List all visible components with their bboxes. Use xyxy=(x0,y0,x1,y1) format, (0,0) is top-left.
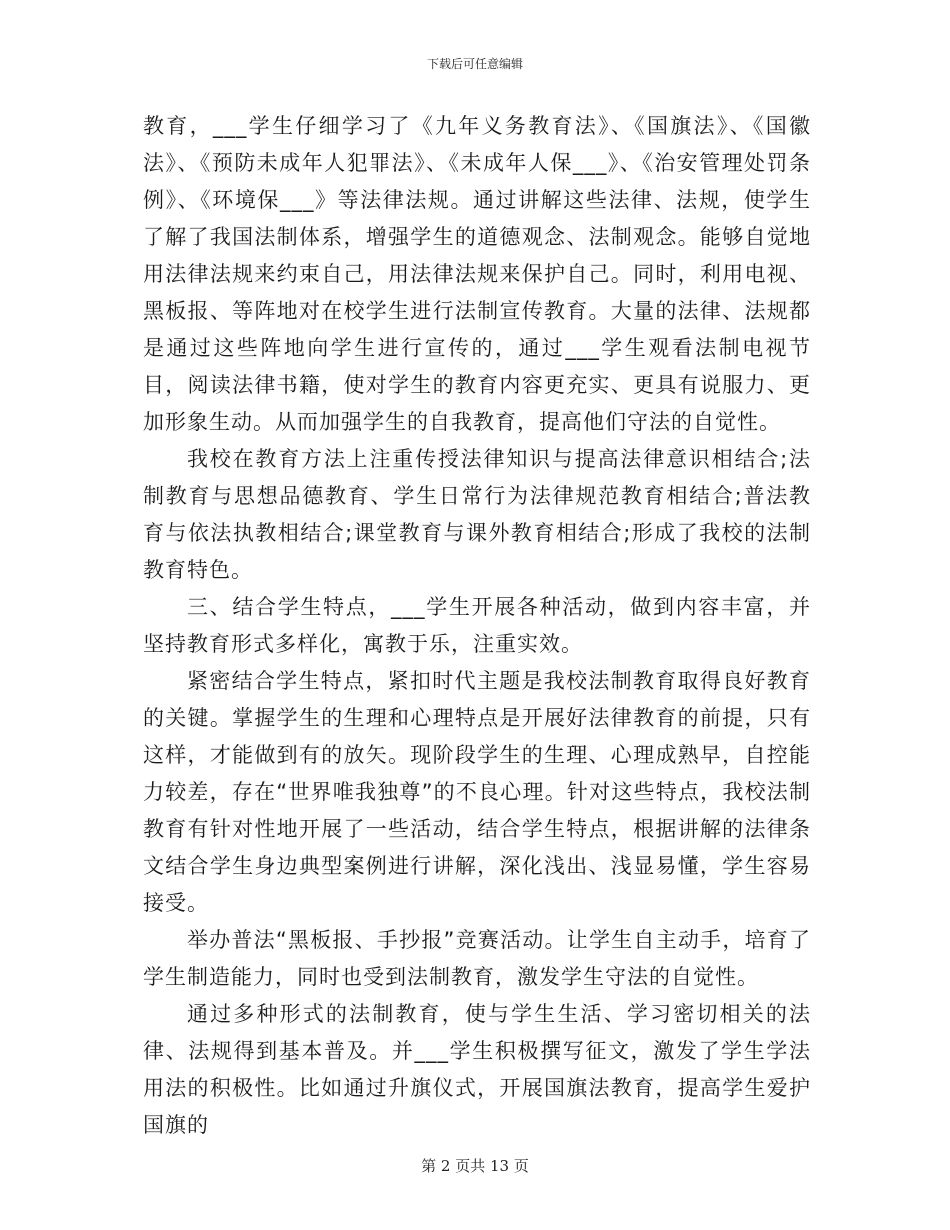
paragraph-4: 紧密结合学生特点，紧扣时代主题是我校法制教育取得良好教育的关键。掌握学生的生理和心理特点是开展好法律教育的前提，只有这样，才能做到有的放矢。现阶段学生的生理、心理成熟早，自控能力较差，存在“世界唯我独尊”的不良心理。针对这些特点，我校法制教育有针对性地开展了一些活动，结合学生特点，根据讲解的法律条文结合学生身边典型案例进行讲解，深化浅出、浅显易懂，学生容易接受。 xyxy=(143,669,811,915)
paragraph-2: 我校在教育方法上注重传授法律知识与提高法律意识相结合;法制教育与思想品德教育、学生日常行为法律规范教育相结合;普法教育与依法执教相结合;课堂教育与课外教育相结合;形成了我校的法制教育特色。 xyxy=(143,447,811,582)
paragraph-1: 教育，___学生仔细学习了《九年义务教育法》、《国旗法》、《国徽法》、《预防未成年人犯罪法》、《未成年人保___》、《治安管理处罚条例》、《环境保___》等法律法规。通过讲解这些法律、法规，使学生了解了我国法制体系，增强学生的道德观念、法制观念。能够自觉地用法律法规来约束自己，用法律法规来保护自己。同时，利用电视、黑板报、等阵地对在校学生进行法制宣传教育。大量的法律、法规都是通过这些阵地向学生进行宣传的，通过___学生观看法制电视节目，阅读法律书籍，使对学生的教育内容更充实、更具有说服力、更加形象生动。从而加强学生的自我教育，提高他们守法的自觉性。 xyxy=(143,114,811,434)
document-body xyxy=(143,108,811,1144)
paragraph-5: 举办普法“黑板报、手抄报”竞赛活动。让学生自主动手，培育了学生制造能力，同时也受到法制教育，激发学生守法的自觉性。 xyxy=(143,928,811,989)
page-number-footer: 第 2 页共 13 页 xyxy=(421,1157,529,1175)
paragraph-6: 通过多种形式的法制教育，使与学生生活、学习密切相关的法律、法规得到基本普及。并___学生积极撰写征文，激发了学生学法用法的积极性。比如通过升旗仪式，开展国旗法教育，提高学生爱护国旗的 xyxy=(143,1002,811,1137)
paragraph-3: 三、结合学生特点，___学生开展各种活动，做到内容丰富，并坚持教育形式多样化，寓教于乐，注重实效。 xyxy=(143,595,811,656)
page-header: 下载后可任意编辑 xyxy=(426,57,523,71)
